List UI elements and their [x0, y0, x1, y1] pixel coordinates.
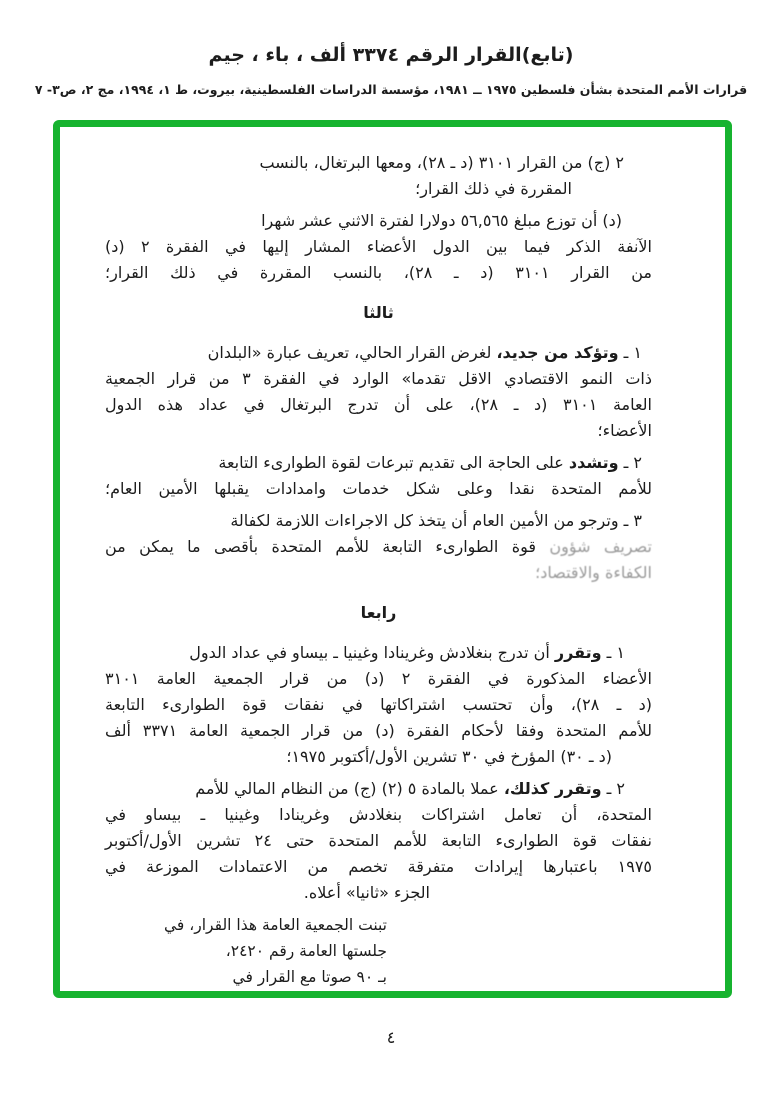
- text-line: نفقات قوة الطوارىء التابعة للأمم المتحدة حتى ٢٤ تشرين الأول/أكتوبر: [105, 831, 652, 850]
- text-line: العامة ٣١٠١ (د ـ ٢٨)، على أن تدرج البرتغال في عداد هذه الدول: [105, 395, 653, 414]
- text-line: تصريف شؤون قوة الطوارىء التابعة للأمم المتحدة بأقصى ما يمكن من: [105, 537, 653, 556]
- section-heading: ثالثا: [363, 303, 394, 322]
- paragraph: [105, 508, 652, 586]
- text-line: للأمم المتحدة نقدا وعلى شكل خدمات وامدادات يقبلها الأمين العام؛: [105, 479, 652, 498]
- text-line: الأعضاء؛: [597, 421, 652, 440]
- text-line: المتحدة، أن تعامل اشتراكات بنغلادش وغرينادا وغينيا ـ بيساو في: [105, 805, 652, 824]
- text-line: الجزء «ثانيا» أعلاه.: [303, 883, 430, 902]
- paragraph: [105, 640, 652, 770]
- adoption-note: [105, 912, 387, 990]
- text-line: ذات النمو الاقتصادي الاقل تقدما» الوارد في الفقرة ٣ من قرار الجمعية: [105, 369, 653, 388]
- resolution-body: [60, 127, 725, 991]
- text-line: ١ ـ وتؤكد من جديد، لغرض القرار الحالي، تعريف عبارة «البلدان: [207, 343, 642, 362]
- page-number: ٤: [386, 1028, 396, 1047]
- text-line: (د) أن توزع مبلغ ٥٦,٥٦٥ دولارا لفترة الاثني عشر شهرا: [261, 211, 622, 230]
- text-line: ٣ ـ وترجو من الأمين العام أن يتخذ كل الاجراءات اللازمة لكفالة: [230, 511, 642, 530]
- source-citation: قرارات الأمم المتحدة بشأن فلسطين ١٩٧٥ ــ ١٩٨١، مؤسسة الدراسات الفلسطينية، بيروت، ط ١، ١٩٩٤، مج ٢، ص٣- ٧: [34, 82, 748, 97]
- text-line: ٢ (ج) من القرار ٣١٠١ (د ـ ٢٨)، ومعها البرتغال، بالنسب: [259, 153, 624, 172]
- text-line: المقررة في ذلك القرار؛: [415, 179, 572, 198]
- paragraph: [105, 340, 652, 444]
- text-line: بـ ٩٠ صوتا مع القرار في: [232, 968, 387, 986]
- text-line: ٢ ـ وتشدد على الحاجة الى تقديم تبرعات لقوة الطوارىء التابعة: [218, 453, 642, 472]
- section-heading: رابعا: [360, 603, 397, 622]
- document-title: (تابع)القرار الرقم ٣٣٧٤ ألف ، باء ، جيم: [208, 44, 574, 66]
- text-line: جلستها العامة رقم ٢٤٢٠،: [225, 942, 387, 960]
- paragraph: [105, 450, 652, 502]
- text-line: الآنفة الذكر فيما بين الدول الأعضاء المشار إليها في الفقرة ٢ (د): [105, 237, 652, 256]
- text-line: الأعضاء المذكورة في الفقرة ٢ (د) من قرار الجمعية العامة ٣١٠١: [105, 669, 652, 688]
- text-line: ١ ـ وتقرر أن تدرج بنغلادش وغرينادا وغينيا ـ بيساو في عداد الدول: [189, 643, 625, 662]
- text-line: (د ـ ٣٠) المؤرخ في ٣٠ تشرين الأول/أكتوبر ١٩٧٥؛: [286, 747, 612, 766]
- text-line: تبنت الجمعية العامة هذا القرار، في: [164, 916, 387, 934]
- text-line: ٢ ـ وتقرر كذلك، عملا بالمادة ٥ (٢) (ج) من النظام المالي للأمم: [195, 779, 625, 798]
- paragraph: [105, 150, 652, 202]
- text-line: ١٩٧٥ باعتبارها إيرادات متفرقة تخصم من الاعتمادات الموزعة في: [105, 857, 652, 876]
- green-highlight-box: [53, 120, 732, 998]
- text-line: من القرار ٣١٠١ (د ـ ٢٨)، بالنسب المقررة في ذلك القرار؛: [105, 263, 653, 282]
- text-line: (د ـ ٢٨)، وأن تحتسب اشتراكاتها في نفقات قوة الطوارىء التابعة: [105, 695, 652, 714]
- text-line: الكفاءة والاقتصاد؛: [535, 563, 652, 582]
- paragraph: [105, 776, 652, 906]
- text-line: للأمم المتحدة وفقا لأحكام الفقرة (د) من قرار الجمعية العامة ٣٣٧١ ألف: [105, 721, 653, 740]
- paragraph: [105, 208, 652, 286]
